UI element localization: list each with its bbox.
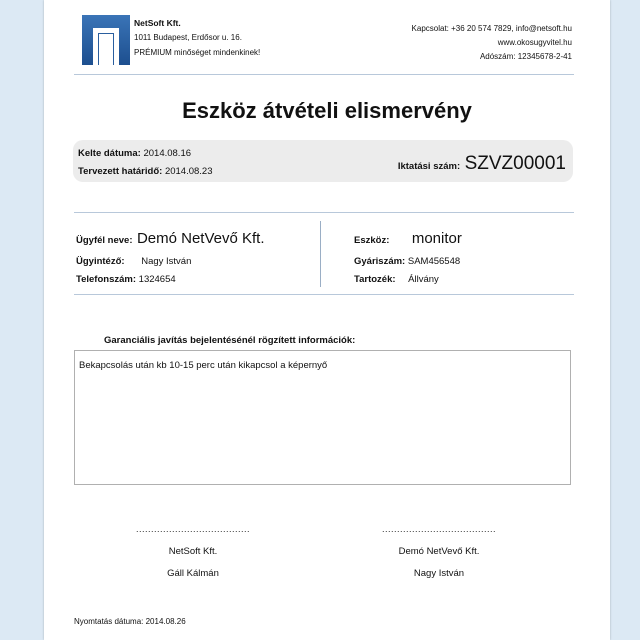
tax-number-line: Adószám: 12345678-2-41	[479, 52, 572, 61]
accessory-row	[354, 274, 439, 285]
phone-label: Telefonszám:	[76, 274, 137, 285]
phone-value: 1324654	[138, 274, 176, 285]
right-signature-person: Nagy István	[413, 568, 465, 579]
device-label: Eszköz:	[354, 235, 390, 246]
company-slogan: PRÉMIUM minőséget mindenkinek!	[134, 48, 261, 57]
issue-date-label: Kelte dátuma:	[78, 148, 141, 159]
registration-label: Iktatási szám:	[397, 161, 461, 172]
left-signature-company: NetSoft Kft.	[168, 546, 218, 557]
deadline-value: 2014.08.23	[164, 166, 213, 177]
document-title: Eszköz átvételi elismervény	[182, 98, 472, 123]
header-divider	[74, 74, 574, 75]
device-row	[354, 230, 462, 248]
left-signature-person: Gáll Kálmán	[167, 568, 219, 579]
issue-date-value: 2014.08.16	[143, 148, 192, 159]
agent-value: Nagy István	[141, 256, 192, 267]
client-name-label: Ügyfél neve:	[76, 235, 133, 246]
notes-text: Bekapcsolás után kb 10-15 perc után kikapcsol a képernyő	[79, 360, 328, 371]
notes-heading: Garanciális javítás bejelentésénél rögzített információk:	[104, 335, 356, 346]
registration-row	[398, 153, 566, 175]
right-signature-line: ......................................	[381, 524, 497, 534]
issue-date-row	[78, 148, 191, 159]
accessory-label: Tartozék:	[354, 274, 396, 285]
agent-label: Ügyintéző:	[76, 256, 125, 267]
print-date-value: 2014.08.26	[145, 617, 186, 626]
section-divider-top	[74, 212, 574, 213]
deadline-label: Tervezett határidő:	[78, 166, 163, 177]
client-name-row	[76, 230, 265, 248]
left-signature-line: ......................................	[135, 524, 251, 534]
company-name: NetSoft Kft.	[134, 18, 181, 28]
section-divider-bottom	[74, 294, 574, 295]
deadline-row	[78, 166, 212, 177]
company-logo-icon	[82, 15, 130, 65]
serial-row	[354, 256, 460, 267]
notes-box	[74, 350, 571, 485]
serial-value: SAM456548	[407, 256, 461, 267]
document-page	[44, 0, 610, 640]
agent-row	[76, 256, 191, 267]
company-address: 1011 Budapest, Erdősor u. 16.	[134, 33, 242, 42]
contact-line: Kapcsolat: +36 20 574 7829, info@netsoft.hu	[411, 24, 572, 33]
registration-number: SZVZ00001	[464, 153, 566, 174]
print-date-row	[74, 617, 186, 626]
device-value: monitor	[411, 230, 462, 247]
serial-label: Gyáriszám:	[354, 256, 406, 267]
print-date-label: Nyomtatás dátuma:	[74, 617, 144, 626]
column-divider	[320, 221, 321, 287]
client-name-value: Demó NetVevő Kft.	[136, 230, 265, 247]
website-line: www.okosugyvitel.hu	[497, 38, 572, 47]
phone-row	[76, 274, 176, 285]
right-signature-company: Demó NetVevő Kft.	[398, 546, 480, 557]
accessory-value: Állvány	[408, 274, 439, 285]
